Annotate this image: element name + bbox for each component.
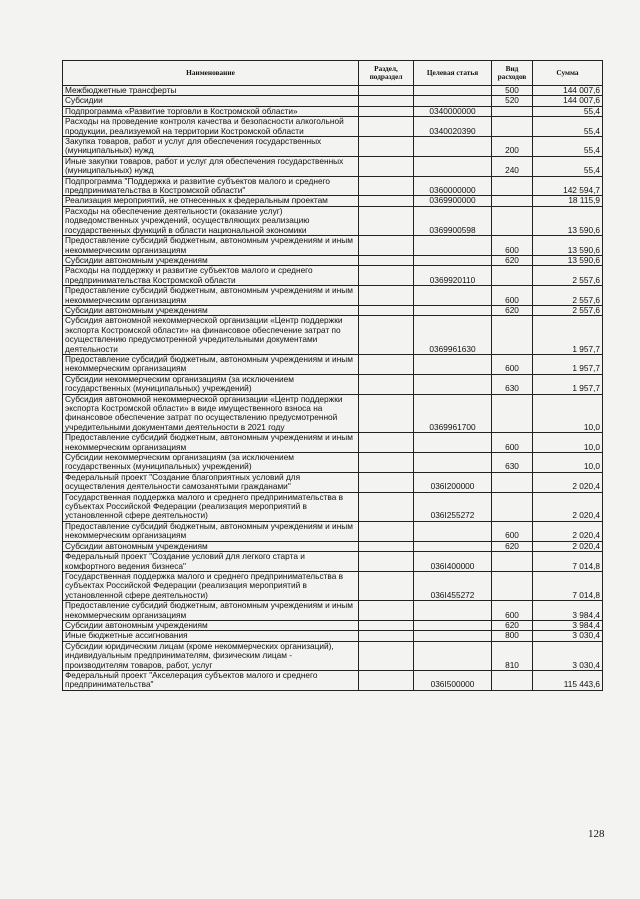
cell-target-code: 0369961630 (414, 316, 492, 355)
cell-target-code: 036I500000 (414, 670, 492, 690)
cell-target-code: 0369900000 (414, 196, 492, 206)
cell-sum: 13 590,6 (533, 255, 603, 265)
cell-name: Расходы на обеспечение деятельности (оказание услуг) подведомственных учреждений, осуществляющих реализацию государственных функций в области национальной экономики (63, 206, 359, 235)
cell-target-code (414, 305, 492, 315)
table-row (63, 374, 603, 394)
table-row (63, 571, 603, 600)
cell-expense-type (492, 266, 533, 286)
cell-target-code (414, 374, 492, 394)
cell-expense-type (492, 117, 533, 137)
cell-expense-type: 620 (492, 620, 533, 630)
cell-name: Предоставление субсидий бюджетным, автономным учреждениям и иным некоммерческим организациям (63, 354, 359, 374)
cell-expense-type: 620 (492, 305, 533, 315)
table-row (63, 453, 603, 473)
cell-section (359, 196, 414, 206)
cell-expense-type: 630 (492, 374, 533, 394)
cell-sum: 7 014,8 (533, 571, 603, 600)
cell-section (359, 541, 414, 551)
cell-sum: 55,4 (533, 117, 603, 137)
cell-target-code (414, 453, 492, 473)
cell-sum: 55,4 (533, 137, 603, 157)
cell-target-code (414, 354, 492, 374)
table-header-row (63, 61, 603, 86)
table-row (63, 521, 603, 541)
cell-expense-type (492, 176, 533, 196)
cell-sum: 55,4 (533, 106, 603, 116)
cell-target-code (414, 541, 492, 551)
cell-target-code (414, 86, 492, 96)
cell-expense-type: 620 (492, 541, 533, 551)
cell-target-code: 0340000000 (414, 106, 492, 116)
cell-name: Субсидии юридическим лицам (кроме некоммерческих организаций), индивидуальным предпринимателям, физическим лицам - производителям товаров, работ, услуг (63, 641, 359, 670)
cell-sum: 13 590,6 (533, 206, 603, 235)
table-row (63, 641, 603, 670)
cell-name: Федеральный проект "Акселерация субъектов малого и среднего предпринимательства" (63, 670, 359, 690)
cell-sum: 10,0 (533, 433, 603, 453)
cell-section (359, 552, 414, 572)
cell-expense-type (492, 196, 533, 206)
cell-target-code (414, 286, 492, 306)
cell-sum: 7 014,8 (533, 552, 603, 572)
cell-section (359, 354, 414, 374)
cell-name: Расходы на поддержку и развитие субъектов малого и среднего предпринимательства Костромской области (63, 266, 359, 286)
cell-section (359, 521, 414, 541)
cell-section (359, 86, 414, 96)
cell-expense-type: 800 (492, 631, 533, 641)
cell-expense-type (492, 206, 533, 235)
cell-sum: 2 020,4 (533, 492, 603, 521)
cell-name: Субсидии (63, 96, 359, 106)
cell-sum: 10,0 (533, 453, 603, 473)
table-row (63, 354, 603, 374)
table-row (63, 286, 603, 306)
cell-name: Предоставление субсидий бюджетным, автономным учреждениям и иным некоммерческим организациям (63, 236, 359, 256)
cell-name: Подпрограмма «Развитие торговли в Костромской области» (63, 106, 359, 116)
table-row (63, 206, 603, 235)
cell-target-code (414, 521, 492, 541)
cell-section (359, 641, 414, 670)
cell-target-code (414, 255, 492, 265)
column-header-sum: Сумма (533, 61, 603, 86)
cell-name: Субсидия автономной некоммерческой организации «Центр поддержки экспорта Костромской области» на финансовое обеспечение затрат по осуществлению предусмотренной учредительными документами деятельности (63, 316, 359, 355)
table-row (63, 433, 603, 453)
cell-name: Субсидии автономным учреждениям (63, 620, 359, 630)
table-row (63, 117, 603, 137)
table-row (63, 236, 603, 256)
cell-target-code: 0369920110 (414, 266, 492, 286)
cell-target-code: 036I400000 (414, 552, 492, 572)
cell-section (359, 316, 414, 355)
table-row (63, 266, 603, 286)
cell-expense-type: 520 (492, 96, 533, 106)
cell-expense-type (492, 492, 533, 521)
cell-sum: 1 957,7 (533, 374, 603, 394)
table-row (63, 631, 603, 641)
cell-expense-type (492, 316, 533, 355)
cell-name: Субсидии некоммерческим организациям (за исключением государственных (муниципальных) учреждений) (63, 374, 359, 394)
cell-expense-type: 600 (492, 286, 533, 306)
table-row (63, 96, 603, 106)
cell-sum: 2 020,4 (533, 472, 603, 492)
cell-section (359, 571, 414, 600)
cell-section (359, 266, 414, 286)
cell-name: Субсидии автономным учреждениям (63, 255, 359, 265)
table-row (63, 601, 603, 621)
cell-sum: 13 590,6 (533, 236, 603, 256)
cell-name: Субсидии автономным учреждениям (63, 541, 359, 551)
table-row (63, 541, 603, 551)
cell-section (359, 394, 414, 433)
cell-sum: 18 115,9 (533, 196, 603, 206)
cell-section (359, 305, 414, 315)
cell-expense-type (492, 552, 533, 572)
table-row (63, 86, 603, 96)
cell-name: Предоставление субсидий бюджетным, автономным учреждениям и иным некоммерческим организациям (63, 433, 359, 453)
cell-sum: 115 443,6 (533, 670, 603, 690)
cell-expense-type: 600 (492, 236, 533, 256)
table-row (63, 255, 603, 265)
cell-name: Межбюджетные трансферты (63, 86, 359, 96)
cell-section (359, 472, 414, 492)
cell-expense-type: 600 (492, 601, 533, 621)
cell-expense-type: 500 (492, 86, 533, 96)
cell-sum: 2 020,4 (533, 541, 603, 551)
table-row (63, 620, 603, 630)
cell-sum: 142 594,7 (533, 176, 603, 196)
table-row (63, 156, 603, 176)
cell-section (359, 286, 414, 306)
cell-expense-type: 200 (492, 137, 533, 157)
cell-section (359, 670, 414, 690)
cell-target-code: 0369900598 (414, 206, 492, 235)
cell-section (359, 117, 414, 137)
cell-sum: 55,4 (533, 156, 603, 176)
cell-expense-type: 620 (492, 255, 533, 265)
cell-sum: 2 020,4 (533, 521, 603, 541)
cell-expense-type: 810 (492, 641, 533, 670)
cell-expense-type (492, 670, 533, 690)
table-row (63, 137, 603, 157)
cell-sum: 3 030,4 (533, 641, 603, 670)
page-number: 128 (588, 828, 605, 840)
cell-target-code: 036I255272 (414, 492, 492, 521)
cell-expense-type (492, 106, 533, 116)
cell-sum: 2 557,6 (533, 305, 603, 315)
cell-target-code (414, 641, 492, 670)
cell-target-code (414, 156, 492, 176)
cell-sum: 2 557,6 (533, 286, 603, 306)
table-row (63, 316, 603, 355)
table-row (63, 472, 603, 492)
cell-target-code (414, 601, 492, 621)
cell-name: Иные бюджетные ассигнования (63, 631, 359, 641)
cell-target-code (414, 620, 492, 630)
cell-target-code: 036I455272 (414, 571, 492, 600)
cell-expense-type (492, 394, 533, 433)
table-row (63, 305, 603, 315)
column-header-section: Раздел, подраздел (359, 61, 414, 86)
cell-name: Предоставление субсидий бюджетным, автономным учреждениям и иным некоммерческим организациям (63, 521, 359, 541)
table-row (63, 670, 603, 690)
cell-expense-type: 600 (492, 354, 533, 374)
cell-section (359, 631, 414, 641)
cell-name: Федеральный проект "Создание благоприятных условий для осуществления деятельности самозанятыми гражданами" (63, 472, 359, 492)
cell-name: Расходы на проведение контроля качества и безопасности алкогольной продукции, реализуемой на территории Костромской области (63, 117, 359, 137)
table-row (63, 106, 603, 116)
cell-name: Реализация мероприятий, не отнесенных к федеральным проектам (63, 196, 359, 206)
cell-target-code (414, 96, 492, 106)
cell-sum: 2 557,6 (533, 266, 603, 286)
cell-expense-type (492, 571, 533, 600)
column-header-target: Целевая статья (414, 61, 492, 86)
cell-name: Государственная поддержка малого и среднего предпринимательства в субъектах Российской Федерации (реализация мероприятий в установленной сфере деятельности) (63, 492, 359, 521)
cell-sum: 1 957,7 (533, 354, 603, 374)
table-row (63, 492, 603, 521)
cell-section (359, 433, 414, 453)
cell-name: Государственная поддержка малого и среднего предпринимательства в субъектах Российской Федерации (реализация мероприятий в установленной сфере деятельности) (63, 571, 359, 600)
cell-target-code (414, 236, 492, 256)
cell-section (359, 453, 414, 473)
table-row (63, 552, 603, 572)
table-body (63, 86, 603, 691)
cell-section (359, 492, 414, 521)
cell-sum: 3 030,4 (533, 631, 603, 641)
cell-target-code (414, 137, 492, 157)
cell-section (359, 601, 414, 621)
cell-section (359, 96, 414, 106)
cell-name: Иные закупки товаров, работ и услуг для обеспечения государственных (муниципальных) нужд (63, 156, 359, 176)
cell-name: Субсидии некоммерческим организациям (за исключением государственных (муниципальных) учреждений) (63, 453, 359, 473)
cell-target-code: 0340020390 (414, 117, 492, 137)
cell-section (359, 156, 414, 176)
cell-name: Субсидии автономным учреждениям (63, 305, 359, 315)
cell-section (359, 137, 414, 157)
cell-section (359, 236, 414, 256)
cell-target-code (414, 433, 492, 453)
cell-expense-type: 630 (492, 453, 533, 473)
cell-expense-type: 240 (492, 156, 533, 176)
cell-name: Предоставление субсидий бюджетным, автономным учреждениям и иным некоммерческим организациям (63, 286, 359, 306)
cell-sum: 144 007,6 (533, 96, 603, 106)
cell-section (359, 206, 414, 235)
cell-section (359, 106, 414, 116)
cell-sum: 1 957,7 (533, 316, 603, 355)
cell-section (359, 255, 414, 265)
cell-section (359, 374, 414, 394)
cell-sum: 10,0 (533, 394, 603, 433)
cell-target-code: 0369961700 (414, 394, 492, 433)
cell-target-code: 0360000000 (414, 176, 492, 196)
cell-target-code (414, 631, 492, 641)
table-row (63, 196, 603, 206)
column-header-type: Вид расходов (492, 61, 533, 86)
cell-name: Предоставление субсидий бюджетным, автономным учреждениям и иным некоммерческим организациям (63, 601, 359, 621)
cell-section (359, 620, 414, 630)
cell-expense-type (492, 472, 533, 492)
cell-name: Субсидия автономной некоммерческой организации «Центр поддержки экспорта Костромской области» в виде имущественного взноса на финансовое обеспечение затрат по осуществлению предусмотренной учредительными документами деятельности в 2021 году (63, 394, 359, 433)
cell-target-code: 036I200000 (414, 472, 492, 492)
budget-table (62, 60, 603, 691)
cell-section (359, 176, 414, 196)
table-row (63, 394, 603, 433)
cell-name: Федеральный проект "Создание условий для легкого старта и комфортного ведения бизнеса" (63, 552, 359, 572)
cell-name: Подпрограмма "Поддержка и развитие субъектов малого и среднего предпринимательства в Костромской области" (63, 176, 359, 196)
cell-name: Закупка товаров, работ и услуг для обеспечения государственных (муниципальных) нужд (63, 137, 359, 157)
cell-sum: 3 984,4 (533, 620, 603, 630)
table-row (63, 176, 603, 196)
cell-sum: 144 007,6 (533, 86, 603, 96)
cell-expense-type: 600 (492, 521, 533, 541)
cell-expense-type: 600 (492, 433, 533, 453)
column-header-name: Наименование (63, 61, 359, 86)
cell-sum: 3 984,4 (533, 601, 603, 621)
